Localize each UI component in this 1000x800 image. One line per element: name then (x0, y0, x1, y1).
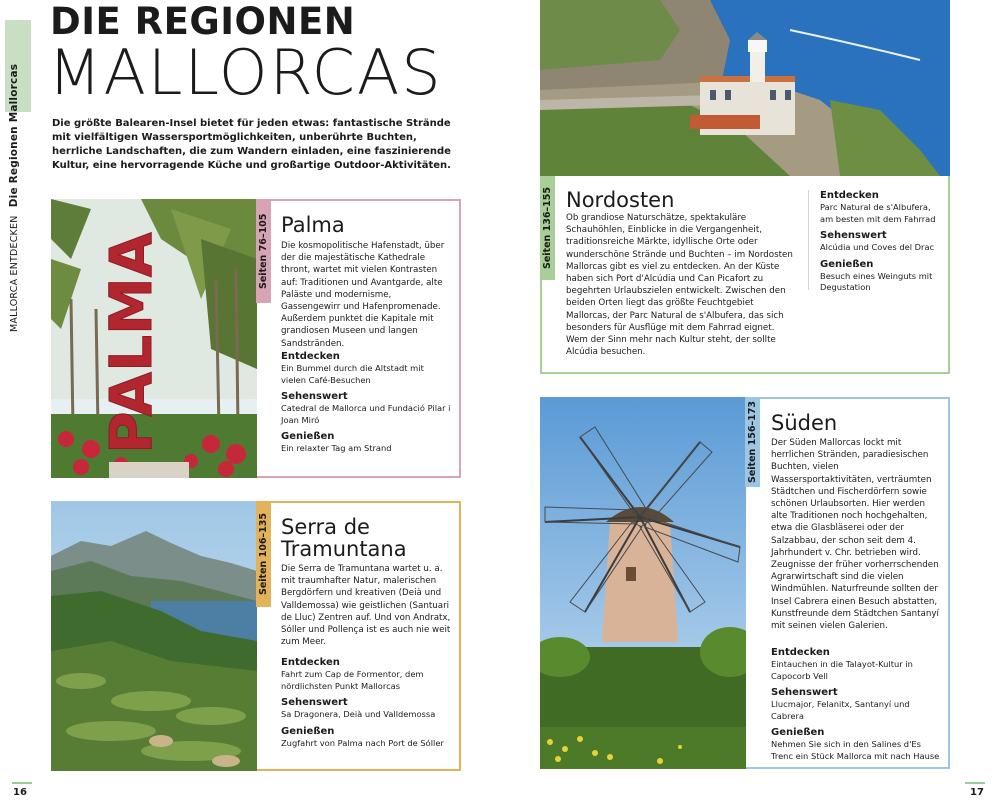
nordosten-sehenswert-heading: Sehenswert (820, 230, 887, 241)
sueden-entdecken-text: Eintauchen in die Talayot-Kultur in Capocorb Vell (771, 659, 913, 681)
palma-details (281, 350, 451, 455)
sueden-text: Der Süden Mallorcas lockt mit herrlichen Stränden, paradiesischen Buchten, vielen Wassersportaktivitäten, verträumten Städtchen und Fischerdörfern sowie schönen Urlaubsorten. Hier werden alte Traditionen noch hochgehalten, etwa die Glasbläserei oder der Salzabbau, der schon seit dem 4. Jahrhundert v. Chr. betrieben wird. Zeugnisse der früher vorherrschenden Agrarwirtschaft sind die vielen Windmühlen. Naturfreunde sollten der Insel Cabrera einen Besuch abstatten, Kunstfreunde dem Städtchen Santanyí mit seinen vielen Galerien. (771, 438, 939, 632)
sueden-photo (540, 397, 746, 769)
nordosten-divider (808, 190, 809, 290)
nordosten-sehenswert-text: Alcúdia und Coves del Drac (820, 242, 935, 252)
sueden-sehenswert-text: Llucmajor, Felanitx, Santanyí und Cabrera (771, 699, 910, 721)
palma-sign-text: PALMA (97, 232, 165, 454)
page-title-line2: MALLORCAS (48, 36, 443, 109)
sueden-geniessen-heading: Genießen (771, 727, 825, 738)
palma-entdecken-heading: Entdecken (281, 351, 340, 362)
nordosten-entdecken-text: Parc Natural de s'Albufera, am besten mit dem Fahrrad (820, 202, 936, 224)
serra-geniessen-text: Zugfahrt von Palma nach Port de Sóller (281, 737, 444, 748)
nordosten-geniessen-heading: Genießen (820, 258, 874, 270)
sueden-details (771, 646, 943, 762)
serra-entdecken-heading: Entdecken (281, 657, 340, 668)
palma-title: Palma (281, 213, 345, 237)
side-label-prefix: MALLORCA ENTDECKEN (9, 215, 20, 332)
sueden-geniessen-text: Nehmen Sie sich in den Salines d'Es Trenc ein Stück Mallorca mit nach Hause (771, 739, 940, 761)
side-label-title: Die Regionen Mallorcas (8, 63, 20, 208)
nordosten-pages-tag: Seiten 136–155 (540, 176, 555, 280)
palma-geniessen-text: Ein relaxter Tag am Strand (281, 443, 392, 453)
sueden-entdecken-heading: Entdecken (771, 647, 830, 658)
nordosten-details (820, 189, 946, 294)
palma-pages-tag: Seiten 76–105 (256, 199, 271, 303)
palma-geniessen-heading: Genießen (281, 431, 335, 442)
palma-sehenswert-heading: Sehenswert (281, 391, 348, 402)
sueden-pages-tag: Seiten 156–173 (745, 397, 760, 487)
sueden-title: Süden (771, 411, 838, 435)
palma-text: Die kosmopolitische Hafenstadt, über der die majestätische Kathedrale thront, wartet mit vielen Kontrasten auf: Traditionen und Avantgarde, alte Paläste und modernisme, Gassengewirr und Hafenpromenade. Außerdem punktet die Kapitale mit grandiosen Museen und langen Sandstränden. (281, 241, 445, 349)
serra-pages-tag: Seiten 106–135 (256, 501, 271, 607)
serra-title-line2: Tramuntana (281, 537, 407, 561)
page-title-line1: DIE REGIONEN (50, 0, 356, 43)
nordosten-entdecken-heading: Entdecken (820, 190, 879, 201)
palma-photo (51, 199, 257, 478)
page-number-rule-left (12, 782, 32, 784)
serra-details (281, 656, 451, 749)
serra-photo (51, 501, 257, 771)
nordosten-title: Nordosten (566, 188, 675, 212)
serra-sehenswert-text: Sa Dragonera, Deià und Valldemossa (281, 709, 436, 719)
sueden-sehenswert-heading: Sehenswert (771, 687, 838, 698)
serra-sehenswert-heading: Sehenswert (281, 697, 348, 708)
palma-entdecken-text: Ein Bummel durch die Altstadt mit vielen Café-Besuchen (281, 363, 424, 385)
serra-title-line1: Serra de (281, 515, 370, 539)
side-running-header (8, 64, 20, 332)
nordosten-geniessen-text: Besuch eines Weinguts mit Degustation (820, 270, 933, 292)
serra-geniessen-heading: Genießen (281, 725, 335, 737)
page-number-left: 16 (13, 787, 27, 798)
serra-entdecken-text: Fahrt zum Cap de Formentor, dem nördlichsten Punkt Mallorcas (281, 669, 424, 691)
palma-sehenswert-text: Catedral de Mallorca und Fundació Pilar i Joan Miró (281, 403, 451, 425)
page-number-rule-right (965, 782, 985, 784)
serra-text: Die Serra de Tramuntana wartet u. a. mit traumhafter Natur, malerischen Bergdörfern und kreativen (Deià und Valldemossa) wie geistlichen (Santuari de Lluc) Zentren auf. Und von Andratx, Sóller und Pollença ist es auch nie weit zum Meer. (281, 564, 451, 648)
intro-text: Die größte Balearen-Insel bietet für jeden etwas: fantastische Strände mit vielfältigen Wassersportmöglichkeiten, unberührte Buchten, herrliche Landschaften, die zum Wandern einladen, eine faszinierende Kultur, eine hervorragende Küche und großartige Outdoor-Aktivitäten. (52, 118, 451, 171)
nordosten-photo (540, 0, 950, 176)
nordosten-text: Ob grandiose Naturschätze, spektakuläre Schauhöhlen, Einblicke in die Vergangenheit, traditionsreiche Märkte, idyllische Orte oder wunderschöne Strände und Buchten – im Nordosten Mallorcas gibt es viel zu entdecken. An der Küste haben sich Port d'Alcúdia und Can Picafort zu begehrten Urlaubszielen entwickelt. Zwischen den beiden Orten liegt das größte Feuchtgebiet Mallorcas, der Parc Natural de s'Albufera, das sich besonders für Ausflüge mit dem Fahrrad eignet. Wem der Sinn mehr nach Kultur steht, der sollte Alcúdia besuchen. (566, 213, 793, 358)
page-number-right: 17 (970, 787, 984, 798)
